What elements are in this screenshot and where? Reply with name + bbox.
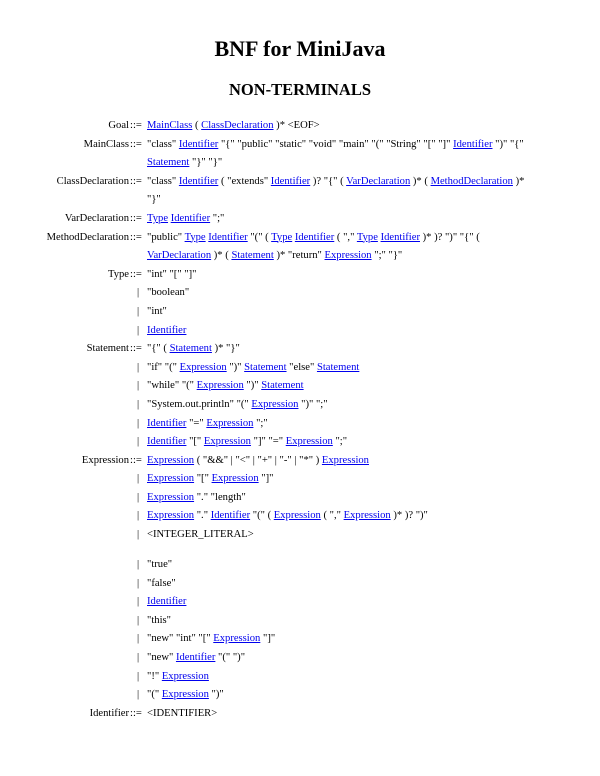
nonterminal-link[interactable]: Expression: [211, 473, 259, 485]
production-rhs: [147, 266, 196, 285]
grammar-row: [0, 470, 600, 489]
production-rhs: [147, 191, 161, 210]
production-text: "{" (: [147, 343, 170, 355]
production-text: ( ",": [334, 231, 357, 243]
bnf-grammar: [0, 117, 600, 723]
alternative-bar: |: [137, 361, 140, 373]
nonterminal-link[interactable]: Expression: [273, 510, 321, 522]
nonterminal-link[interactable]: Type: [184, 231, 206, 243]
alternative-bar: |: [137, 380, 140, 392]
production-text: "]": [260, 633, 276, 645]
alternative-bar: |: [137, 417, 140, 429]
grammar-row: [0, 433, 600, 452]
production-rhs: [147, 154, 222, 173]
production-text: "int": [147, 305, 167, 317]
grammar-row: [0, 489, 600, 508]
nonterminal-link[interactable]: Identifier: [178, 175, 219, 187]
nonterminal-link[interactable]: Expression: [285, 436, 333, 448]
nonterminal-link[interactable]: Identifier: [453, 138, 493, 150]
nonterminal-link[interactable]: Identifier: [170, 212, 211, 224]
production-rhs: [147, 247, 402, 266]
alternative-bar: |: [137, 510, 140, 522]
grammar-row: [0, 415, 600, 434]
nonterminal-link[interactable]: Statement: [261, 380, 304, 392]
production-text: "if" "(": [147, 361, 180, 373]
production-text: "while" "(": [147, 380, 197, 392]
production-text: "new": [147, 652, 176, 664]
grammar-row: [0, 575, 600, 594]
page-title: BNF for MiniJava: [214, 36, 386, 61]
nonterminal-link[interactable]: Identifier: [178, 138, 219, 150]
production-text: "[": [186, 436, 204, 448]
production-text: ".": [194, 510, 211, 522]
alternative-bar: |: [137, 324, 140, 336]
production-text: "(" (: [247, 231, 272, 243]
production-text: ")": [226, 361, 245, 373]
alternative-bar: |: [137, 596, 140, 608]
nonterminal-link[interactable]: Type: [147, 212, 169, 224]
nonterminal-link[interactable]: Expression: [213, 633, 261, 645]
nonterminal-link[interactable]: Identifier: [208, 231, 248, 243]
nonterminal-link[interactable]: Identifier: [147, 324, 187, 336]
nonterminal-link[interactable]: Expression: [179, 361, 227, 373]
nonterminal-link[interactable]: VarDeclaration: [346, 175, 411, 187]
production-text: "(" ")": [215, 652, 246, 664]
nonterminal-link[interactable]: Identifier: [147, 596, 187, 608]
nonterminal-link[interactable]: Identifier: [210, 510, 251, 522]
nonterminal-name: ClassDeclaration: [56, 175, 129, 187]
production-text: ")" ";": [298, 398, 328, 410]
grammar-row: [0, 668, 600, 687]
production-operator: ::=: [130, 268, 142, 280]
production-text: "(": [147, 689, 162, 701]
production-text: "(" (: [250, 510, 274, 522]
nonterminal-link[interactable]: Statement: [316, 361, 360, 373]
production-text: )* "return": [273, 250, 325, 262]
nonterminal-link[interactable]: Identifier: [294, 231, 335, 243]
nonterminal-name: VarDeclaration: [64, 212, 129, 224]
alternative-bar: |: [137, 689, 140, 701]
production-rhs: [147, 593, 186, 612]
grammar-row: [0, 526, 600, 556]
nonterminal-name: Expression: [81, 454, 129, 466]
production-text: <INTEGER_LITERAL>: [147, 529, 254, 541]
production-text: )* (: [211, 250, 232, 262]
grammar-row: [0, 649, 600, 668]
nonterminal-name: Goal: [108, 120, 129, 131]
nonterminal-link[interactable]: Expression: [321, 454, 369, 466]
nonterminal-link[interactable]: Expression: [147, 473, 195, 485]
production-text: <IDENTIFIER>: [147, 707, 218, 719]
grammar-row: [0, 284, 600, 303]
nonterminal-link[interactable]: Expression: [251, 398, 299, 410]
grammar-row: [0, 266, 600, 285]
production-text: "true": [147, 559, 173, 571]
production-text: )* "}": [211, 343, 240, 355]
alternative-bar: |: [137, 577, 140, 589]
production-rhs: [147, 322, 186, 341]
production-text: "int" "[" "]": [147, 268, 197, 280]
nonterminal-link[interactable]: Identifier: [175, 652, 216, 664]
grammar-row: [0, 705, 600, 724]
nonterminal-link[interactable]: Identifier: [147, 436, 187, 448]
production-text: ")": [243, 380, 262, 392]
nonterminal-link[interactable]: VarDeclaration: [147, 250, 212, 262]
nonterminal-link[interactable]: Expression: [161, 689, 209, 701]
production-text: "class": [147, 138, 179, 150]
nonterminal-link[interactable]: Expression: [161, 670, 209, 682]
nonterminal-link[interactable]: Type: [356, 231, 378, 243]
alternative-bar: |: [137, 529, 140, 541]
production-rhs: [147, 507, 428, 526]
alternative-bar: |: [137, 473, 140, 485]
nonterminal-name: Type: [107, 268, 129, 280]
alternative-bar: |: [137, 491, 140, 503]
production-text: "}" "}": [189, 157, 223, 169]
alternative-bar: |: [137, 614, 140, 626]
nonterminal-name: MethodDeclaration: [46, 231, 129, 243]
production-text: (: [192, 120, 202, 131]
grammar-row: [0, 396, 600, 415]
nonterminal-link[interactable]: Expression: [203, 436, 251, 448]
production-rhs: [147, 210, 224, 229]
nonterminal-link[interactable]: MainClass: [147, 120, 193, 131]
nonterminal-link[interactable]: ClassDeclaration: [201, 120, 274, 131]
grammar-row: [0, 117, 600, 136]
production-operator: ::=: [130, 120, 142, 131]
production-text: "=": [186, 417, 207, 429]
alternative-bar: |: [137, 287, 140, 299]
production-rhs: [147, 705, 217, 724]
production-rhs: [147, 612, 171, 631]
production-text: "boolean": [147, 287, 190, 299]
nonterminal-link[interactable]: Type: [271, 231, 293, 243]
production-text: "." "length": [194, 491, 246, 503]
grammar-row: [0, 229, 600, 248]
production-rhs: [147, 575, 176, 594]
production-text: ")" "{": [492, 138, 524, 150]
production-text: ";": [253, 417, 268, 429]
nonterminal-name: Statement: [86, 343, 129, 355]
production-rhs: [147, 377, 304, 396]
production-rhs: [147, 649, 245, 668]
nonterminal-link[interactable]: Statement: [231, 250, 274, 262]
grammar-row: [0, 612, 600, 631]
production-rhs: [147, 433, 347, 452]
production-text: )* (: [410, 175, 431, 187]
grammar-row: [0, 173, 600, 192]
production-rhs: [147, 415, 268, 434]
production-text: "public": [147, 231, 185, 243]
production-text: "false": [147, 577, 176, 589]
production-text: "{" "public" "static" "void" "main" "(" "String" "[" "]": [218, 138, 454, 150]
production-text: ";" "}": [371, 250, 403, 262]
nonterminal-link[interactable]: Expression: [206, 417, 254, 429]
production-text: "this": [147, 614, 171, 626]
production-text: "}": [147, 194, 161, 206]
production-rhs: [147, 489, 246, 508]
nonterminal-name: MainClass: [83, 138, 129, 150]
nonterminal-link[interactable]: Identifier: [147, 417, 187, 429]
production-rhs: [147, 359, 359, 378]
alternative-bar: |: [137, 398, 140, 410]
nonterminal-link[interactable]: MethodDeclaration: [430, 175, 513, 187]
grammar-row: [0, 154, 600, 173]
production-rhs: [147, 526, 254, 545]
nonterminal-link[interactable]: Expression: [324, 250, 372, 262]
production-text: )* <EOF>: [273, 120, 320, 131]
production-operator: ::=: [130, 212, 142, 224]
production-text: "]": [258, 473, 274, 485]
production-text: ")": [208, 689, 224, 701]
production-rhs: [147, 117, 320, 136]
production-rhs: [147, 686, 224, 705]
production-rhs: [147, 173, 524, 192]
production-rhs: [147, 136, 524, 155]
production-text: "]" "=": [250, 436, 286, 448]
production-text: ";": [332, 436, 348, 448]
alternative-bar: |: [137, 436, 140, 448]
alternative-bar: |: [137, 633, 140, 645]
production-text: "new" "int" "[": [147, 633, 214, 645]
production-rhs: [147, 668, 209, 687]
production-operator: ::=: [130, 707, 142, 719]
grammar-row: [0, 377, 600, 396]
nonterminal-link[interactable]: Statement: [244, 361, 287, 373]
production-text: ( "&&" | "<" | "+" | "-" | "*" ): [194, 454, 322, 466]
production-rhs: [147, 396, 328, 415]
production-rhs: [147, 340, 240, 359]
grammar-row: [0, 507, 600, 526]
production-rhs: [147, 470, 273, 489]
grammar-row: [0, 359, 600, 378]
production-text: "[": [194, 473, 212, 485]
grammar-row: [0, 210, 600, 229]
grammar-row: [0, 340, 600, 359]
production-operator: ::=: [130, 231, 142, 243]
nonterminal-link[interactable]: Statement: [169, 343, 212, 355]
grammar-row: [0, 247, 600, 266]
grammar-row: [0, 593, 600, 612]
production-operator: ::=: [130, 343, 142, 355]
production-operator: ::=: [130, 454, 142, 466]
production-text: ( ",": [320, 510, 344, 522]
nonterminal-link[interactable]: Identifier: [270, 175, 311, 187]
section-heading: NON-TERMINALS: [228, 80, 372, 99]
production-operator: ::=: [130, 138, 142, 150]
nonterminal-link[interactable]: Identifier: [380, 231, 420, 243]
production-text: )* )? ")": [390, 510, 428, 522]
alternative-bar: |: [137, 559, 140, 571]
nonterminal-link[interactable]: Statement: [147, 157, 190, 169]
nonterminal-link[interactable]: Expression: [196, 380, 244, 392]
production-text: )? "{" (: [310, 175, 347, 187]
production-rhs: [147, 556, 172, 575]
production-rhs: [147, 229, 480, 248]
production-text: ";": [210, 212, 225, 224]
production-text: "System.out.println" "(": [147, 398, 252, 410]
alternative-bar: |: [137, 670, 140, 682]
production-text: ( "extends": [218, 175, 271, 187]
production-text: )* )? ")" "{" (: [419, 231, 480, 243]
production-rhs: [147, 284, 189, 303]
grammar-row: [0, 452, 600, 471]
alternative-bar: |: [137, 305, 140, 317]
nonterminal-link[interactable]: Expression: [343, 510, 391, 522]
production-text: "class": [147, 175, 179, 187]
grammar-row: [0, 191, 600, 210]
production-rhs: [147, 303, 167, 322]
grammar-row: [0, 630, 600, 649]
production-text: )*: [512, 175, 525, 187]
grammar-row: [0, 686, 600, 705]
production-text: "else": [286, 361, 317, 373]
nonterminal-link[interactable]: Expression: [147, 491, 195, 503]
grammar-row: [0, 556, 600, 575]
production-text: "!": [147, 670, 162, 682]
nonterminal-name: Identifier: [89, 707, 129, 719]
nonterminal-link[interactable]: Expression: [147, 510, 195, 522]
grammar-row: [0, 136, 600, 155]
grammar-row: [0, 303, 600, 322]
nonterminal-link[interactable]: Expression: [147, 454, 195, 466]
grammar-row: [0, 322, 600, 341]
production-rhs: [147, 630, 275, 649]
production-operator: ::=: [130, 175, 142, 187]
production-rhs: [147, 452, 369, 471]
alternative-bar: |: [137, 652, 140, 664]
